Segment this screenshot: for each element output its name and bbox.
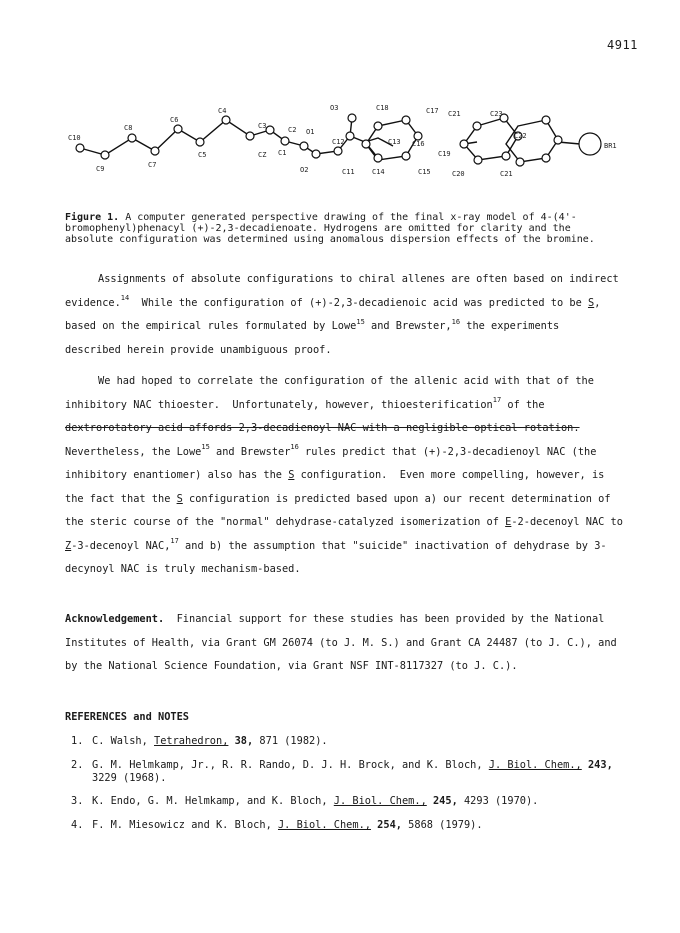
citation: 17 bbox=[170, 537, 179, 546]
atom-label: C1 bbox=[278, 149, 287, 157]
text-line: inhibitory enantiomer) also has the bbox=[65, 469, 289, 481]
figure-caption bbox=[65, 212, 625, 245]
atom-label: C22 bbox=[514, 132, 527, 140]
text-line: described herein provide unambiguous proof. bbox=[65, 343, 332, 356]
text-line: rules predict that (+)-2,3-decadienoyl NAC (the bbox=[298, 445, 597, 458]
reference-text: 4293 (1970). bbox=[457, 795, 539, 807]
reference-text: K. Endo, G. M. Helmkamp, and K. Bloch, bbox=[92, 795, 334, 807]
atom-label: C5 bbox=[198, 151, 207, 159]
atom-label: C7 bbox=[148, 161, 157, 169]
text-line: the experiments bbox=[460, 320, 560, 332]
atom-label: C9 bbox=[96, 165, 105, 173]
page-number: 4911 bbox=[607, 38, 638, 52]
text-line: decynoyl NAC is truly mechanism-based. bbox=[65, 563, 301, 575]
atom-label: C2 bbox=[288, 126, 297, 134]
atom-label: C19 bbox=[438, 150, 451, 158]
reference-text: C. Walsh, bbox=[92, 735, 154, 747]
text-line: of the bbox=[501, 398, 545, 411]
reference-text: 5868 (1979). bbox=[401, 819, 483, 831]
atom-label: C11 bbox=[342, 168, 355, 176]
text-line: , bbox=[594, 296, 601, 309]
text-line: the steric course of the "normal" dehydrase-catalyzed isomerization of bbox=[65, 516, 506, 528]
atom-label: C20 bbox=[452, 170, 465, 178]
citation: 17 bbox=[492, 396, 502, 405]
figure-label: Figure 1. bbox=[65, 212, 120, 223]
text-line: by the National Science Foundation, via Grant NSF INT-8117327 (to J. C.). bbox=[65, 660, 518, 672]
struck-text-line: dextrorotatory acid affords 2,3-decadienoyl NAC with a negligible optical rotation. bbox=[65, 422, 580, 434]
journal-name: Tetrahedron, bbox=[154, 735, 229, 747]
text-line: configuration. Even more compelling, however, is bbox=[294, 469, 605, 481]
text-line: Nevertheless, the Lowe bbox=[65, 445, 202, 458]
caption-text: A computer generated perspective drawing of the final x-ray model of 4-(4'- bromophenyl)phenacyl (+)-2,3-decadienoate. Hydrogens are omitted for clarity and the absolute configuration was determined using anomalous dispersion effects of the bromine. bbox=[65, 212, 595, 245]
text-line: While the configuration of (+)-2,3-decadienoic acid was predicted to be bbox=[129, 296, 588, 309]
atom-label: C8 bbox=[124, 124, 133, 132]
atom-label: C15 bbox=[418, 168, 431, 176]
paragraph-2 bbox=[65, 370, 625, 582]
citation: 15 bbox=[201, 443, 210, 452]
citation: 14 bbox=[120, 294, 130, 303]
stereo-label: Z bbox=[65, 539, 72, 552]
atom-label: C10 bbox=[68, 134, 81, 142]
text-line: based on the empirical rules formulated by Lowe bbox=[65, 320, 357, 332]
atom-label: C3 bbox=[258, 122, 267, 130]
atom-label: BR1 bbox=[604, 142, 617, 150]
journal-name: J. Biol. Chem., bbox=[333, 795, 427, 807]
atom-label: C16 bbox=[412, 140, 425, 148]
volume: 245, bbox=[426, 795, 458, 807]
text-line: -3-decenoyl NAC, bbox=[71, 539, 171, 552]
molecular-structure-figure bbox=[60, 96, 620, 196]
atom-label: C14 bbox=[372, 168, 385, 176]
atom-label: C17 bbox=[426, 107, 439, 115]
text-line: and Brewster bbox=[209, 445, 291, 458]
acknowledgement-label: Acknowledgement. bbox=[65, 613, 165, 625]
text-line: Institutes of Health, via Grant GM 26074 (to J. M. S.) and Grant CA 24487 (to J. C.), and bbox=[65, 636, 617, 649]
atom-label: C12 bbox=[332, 138, 345, 146]
references-heading: REFERENCES and NOTES bbox=[65, 711, 189, 723]
volume: 254, bbox=[370, 819, 402, 831]
journal-name: J. Biol. Chem., bbox=[277, 819, 371, 831]
text-line: Assignments of absolute configurations to chiral allenes are often based on indirect bbox=[98, 273, 619, 285]
journal-name: J. Biol. Chem., bbox=[488, 759, 582, 771]
reference-number: 1. bbox=[71, 735, 84, 747]
volume: 243, bbox=[581, 759, 613, 771]
text-line: and Brewster, bbox=[364, 320, 452, 332]
citation: 15 bbox=[356, 317, 365, 326]
atom-label: C21 bbox=[500, 170, 513, 178]
text-line: We had hoped to correlate the configuration of the allenic acid with that of the bbox=[98, 375, 594, 387]
citation: 16 bbox=[290, 443, 299, 452]
atom-label: C13 bbox=[388, 138, 401, 146]
text-line: -2-decenoyl NAC to bbox=[511, 516, 623, 528]
stereo-label: E bbox=[505, 516, 512, 528]
reference-text: G. M. Helmkamp, Jr., R. R. Rando, D. J. H. Brock, and K. Bloch, bbox=[92, 759, 489, 771]
reference-text: F. M. Miesowicz and K. Bloch, bbox=[92, 819, 278, 831]
atom-label: O2 bbox=[300, 166, 309, 174]
reference-text: 3229 (1968). bbox=[92, 772, 167, 784]
atom-label: C23 bbox=[490, 110, 503, 118]
reference-number: 4. bbox=[71, 819, 84, 831]
atom-label: O3 bbox=[330, 104, 339, 112]
reference-text: 871 (1982). bbox=[253, 735, 328, 747]
reference-number: 2. bbox=[71, 759, 84, 771]
atom-label: C6 bbox=[170, 116, 179, 124]
paragraph-1 bbox=[65, 268, 625, 362]
volume: 38, bbox=[228, 735, 254, 747]
stereo-label: S bbox=[587, 296, 595, 309]
text-line: the fact that the bbox=[65, 492, 177, 505]
stereo-label: S bbox=[176, 492, 183, 505]
acknowledgement bbox=[65, 608, 625, 679]
text-line: Financial support for these studies has been provided by the National bbox=[164, 613, 605, 625]
stereo-label: S bbox=[288, 469, 295, 481]
atom-label: C21 bbox=[448, 110, 461, 118]
text-line: evidence. bbox=[65, 296, 121, 309]
atom-label: C4 bbox=[218, 107, 227, 115]
text-line: and b) the assumption that "suicide" inactivation of dehydrase by 3- bbox=[178, 539, 607, 552]
text-line: configuration is predicted based upon a) our recent determination of bbox=[182, 492, 611, 505]
reference-number: 3. bbox=[71, 795, 84, 807]
atom-label: CZ bbox=[258, 151, 267, 159]
text-line: inhibitory NAC thioester. Unfortunately, however, thioesterification bbox=[65, 398, 493, 411]
atom-label: C18 bbox=[376, 104, 389, 112]
atom-label: O1 bbox=[306, 128, 315, 136]
citation: 16 bbox=[451, 317, 461, 326]
